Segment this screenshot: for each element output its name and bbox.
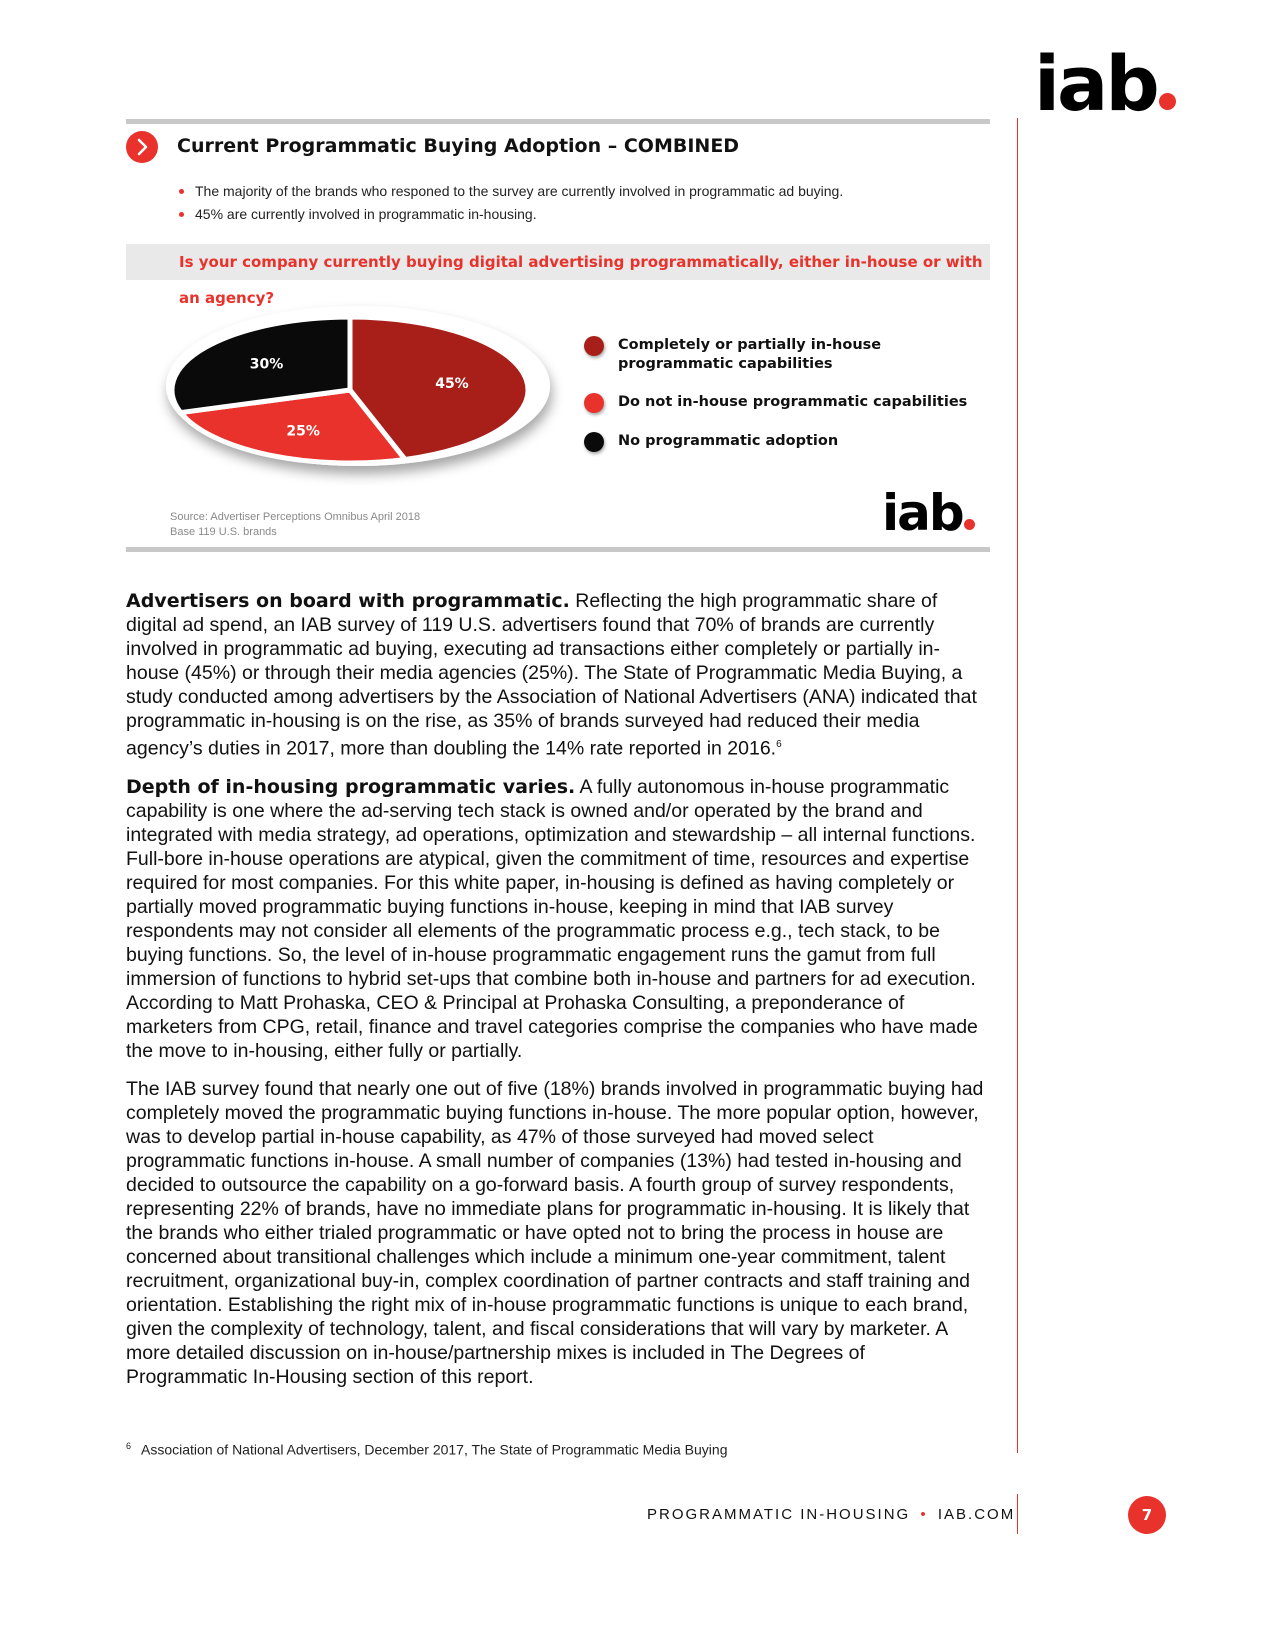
footer-separator: • [920, 1506, 928, 1523]
legend-swatch-no-adoption [584, 432, 604, 452]
iab-logo-header: iab [1034, 46, 1176, 122]
paragraph-depth-of-in-housing: Depth of in-housing programmatic varies. A fully autonomous in-house programmatic capability is one where the ad-serving tech stack is owned and/or operated by the brand and integrated with media strategy, ad operations, optimization and stewardship – all internal functions. Full-bore in-house operations are atypical, given the commitment of time, resources and expertise required for most companies. For this white paper, in-housing is defined as having completely or partially moved programmatic buying functions in-house, keeping in mind that IAB survey respondents may not consider all elements of the programmatic process e.g., tech stack, to be buying functions. So, the level of in-house programmatic engagement runs the gamut from full immersion of functions to hybrid set-ups that combine both in-house and partners for ad execution. According to Matt Prohaska, CEO & Principal at Prohaska Consulting, a preponderance of marketers from CPG, retail, finance and travel categories comprise the companies who have made the move to in-housing, either fully or partially. [126, 775, 978, 1062]
page-side-rule [1017, 118, 1018, 1453]
article-body [126, 589, 988, 1403]
legend-label: Do not in-house programmatic capabilities [618, 394, 968, 410]
base-line: Base 119 U.S. brands [170, 526, 277, 538]
pie-slice-label: 25% [286, 423, 320, 440]
section-title: Current Programmatic Buying Adoption – COMBINED [177, 135, 740, 157]
paragraph-advertisers-on-board: Advertisers on board with programmatic. Reflecting the high programmatic share of digital ad spend, an IAB survey of 119 U.S. advertisers found that 70% of brands are currently involved in programmatic ad buying, executing ad transactions either completely or partially in-house (45%) or through their media agencies (25%). The State of Programmatic Media Buying, a study conducted among advertisers by the Association of National Advertisers (ANA) indicated that programmatic in-housing is on the rise, as 35% of brands surveyed had reduced their media agency’s duties in 2017, more than doubling the 14% rate reported in 2016.$^6$ [126, 590, 977, 760]
paragraph-survey-findings: The IAB survey found that nearly one out of five (18%) brands involved in programmatic buying had completely moved the programmatic buying functions in-house. The more popular option, however, was to develop partial in-house capability, as 47% of those surveyed had moved select programmatic functions in-house. A small number of companies (13%) had tested in-housing and decided to outsource the capability on a go-forward basis. A fourth group of survey respondents, representing 22% of brands, have no immediate plans for programmatic in-housing. It is likely that the brands who either trialed programmatic or have opted not to bring the process in house are concerned about transitional challenges which include a minimum one-year commitment, talent recruitment, organizational buy-in, complex coordination of partner contracts and staff training and orientation. Establishing the right mix of in-house programmatic functions is unique to each brand, given the complexity of technology, talent, and fiscal considerations that will vary by marketer. A more detailed discussion on in-house/partnership mixes is included in The Degrees of Programmatic In-Housing section of this report. [126, 1077, 984, 1388]
logo-dot [964, 519, 975, 530]
legend-item-no-adoption [584, 432, 979, 452]
pie-chart [150, 296, 570, 486]
logo-dot [1159, 93, 1176, 110]
legend-label: No programmatic adoption [618, 433, 839, 449]
legend-item-in-house [584, 336, 979, 374]
bullet-icon [179, 189, 184, 194]
chart-source [170, 510, 420, 540]
iab-logo-chart: iab [882, 488, 975, 538]
footnote-text: Association of National Advertisers, December 2017, The State of Programmatic Media Buying [141, 1441, 728, 1458]
bullet-icon [179, 212, 184, 217]
section-arrow-icon [126, 131, 158, 163]
top-divider [126, 119, 990, 124]
survey-question: Is your company currently buying digital advertising programmatically, either in-house or with an agency? [126, 244, 990, 280]
legend-label: Completely or partially in-house programmatic capabilities [618, 337, 882, 372]
footer-label: PROGRAMMATIC IN-HOUSING • IAB.COM [647, 1506, 1016, 1523]
legend-swatch-not-in-house [584, 393, 604, 413]
footnote [126, 1441, 728, 1458]
legend-item-not-in-house [584, 393, 979, 413]
footnote-number: 6 [126, 1441, 132, 1451]
list-item: The majority of the brands who responed to the survey are currently involved in programmatic ad buying. [177, 180, 977, 203]
pie-slice-label: 45% [435, 375, 469, 392]
source-line: Source: Advertiser Perceptions Omnibus April 2018 [170, 511, 421, 523]
page-number-badge: 7 [1128, 1496, 1166, 1534]
footnote-ref[interactable]: 6 [776, 739, 782, 750]
legend-swatch-in-house [584, 336, 604, 356]
list-item: 45% are currently involved in programmatic in-housing. [177, 203, 977, 226]
chart-bottom-divider [126, 547, 990, 552]
footer-rule [1017, 1494, 1018, 1534]
chart-legend [584, 336, 979, 452]
pie-slice-label: 30% [249, 356, 284, 373]
key-findings-list [177, 180, 977, 226]
